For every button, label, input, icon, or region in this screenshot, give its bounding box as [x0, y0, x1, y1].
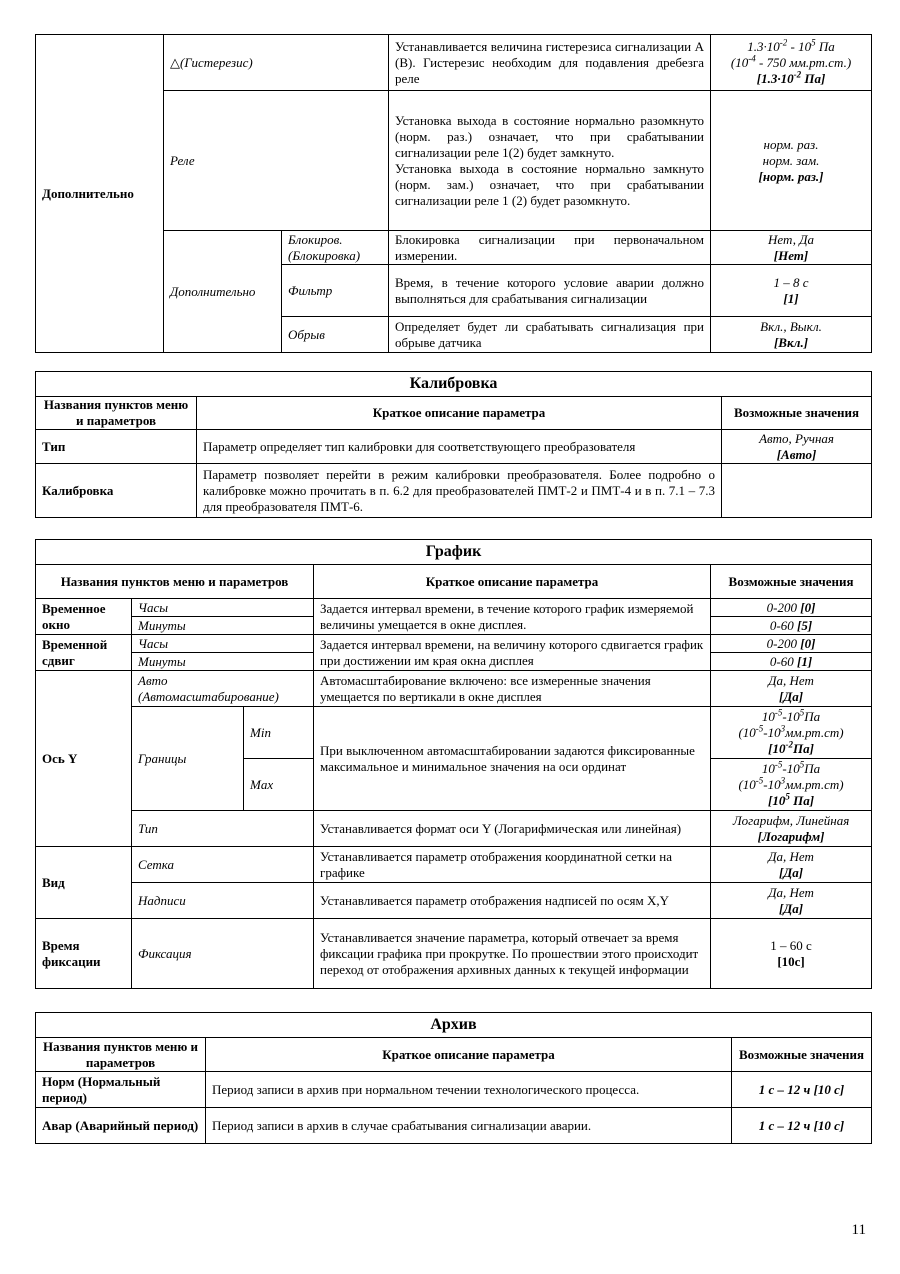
calib-type-label: Тип — [36, 430, 197, 464]
col-header-values: Возможные значения — [732, 1038, 872, 1072]
axis-y-label: Ось Y — [36, 671, 132, 847]
grid-desc: Устанавливается параметр отображения координатной сетки на графике — [314, 847, 711, 883]
block-desc: Блокировка сигнализации при первоначальном измерении. — [389, 231, 711, 265]
norm-period-values: 1 с – 12 ч [10 с] — [732, 1072, 872, 1108]
hysteresis-desc: Устанавливается величина гистерезиса сигнализации А (В). Гистерезис необходим для подавления дребезга реле — [389, 35, 711, 91]
block-values: Нет, Да [Нет] — [711, 231, 872, 265]
section-label: Дополнительно — [36, 35, 164, 353]
fix-desc: Устанавливается значение параметра, который отвечает за время фиксации графика при прокрутке. По прошествии этого происходит переход от отображения архивных данных к текущей информации — [314, 919, 711, 989]
ts-hours: Часы — [132, 635, 314, 653]
extra-label: Дополнительно — [164, 231, 282, 353]
archive-title: Архив — [36, 1013, 872, 1038]
calib-type-values: Авто, Ручная [Авто] — [722, 430, 872, 464]
ts-minutes-val: 0-60 [1] — [711, 653, 872, 671]
break-values: Вкл., Выкл. [Вкл.] — [711, 317, 872, 353]
bounds-max: Max — [244, 759, 314, 811]
break-label: Обрыв — [282, 317, 389, 353]
archive-table — [35, 1012, 872, 1144]
alarm-period-label: Авар (Аварийный период) — [36, 1108, 206, 1144]
time-window-desc: Задается интервал времени, в течение которого график измеряемой величины умещается в окне дисплея. — [314, 599, 711, 635]
time-shift-desc: Задается интервал времени, на величину которого сдвигается график при достижении им края окна дисплея — [314, 635, 711, 671]
captions-values: Да, Нет [Да] — [711, 883, 872, 919]
break-desc: Определяет будет ли срабатывать сигнализация при обрыве датчика — [389, 317, 711, 353]
col-header-name: Названия пунктов меню и параметров — [36, 1038, 206, 1072]
col-header-desc: Краткое описание параметра — [314, 565, 711, 599]
calib-type-desc: Параметр определяет тип калибровки для соответствующего преобразователя — [197, 430, 722, 464]
graph-table — [35, 539, 872, 989]
calib-mode-values — [722, 464, 872, 518]
hysteresis-values: $1.3\cdot 10^{-2} - 10^5$ Па ($10^{-4} - 750$ мм.рт.ст.) [$1.3\cdot 10^{-2}$ Па] — [711, 35, 872, 91]
hysteresis-label: △(Гистерезис) — [164, 35, 389, 91]
norm-period-label: Норм (Нормальный период) — [36, 1072, 206, 1108]
norm-period-desc: Период записи в архив при нормальном течении технологического процесса. — [206, 1072, 732, 1108]
relay-label: Реле — [164, 91, 389, 231]
time-shift-label: Временной сдвиг — [36, 635, 132, 671]
bounds-min: Min — [244, 707, 314, 759]
alarm-period-values: 1 с – 12 ч [10 с] — [732, 1108, 872, 1144]
ts-minutes: Минуты — [132, 653, 314, 671]
col-header-desc: Краткое описание параметра — [197, 397, 722, 430]
col-header-desc: Краткое описание параметра — [206, 1038, 732, 1072]
bounds-max-values: $10^{-5}-10^5Па$ $(10^{-5}-10^3мм.рт.ст)$ [$10^5$ Па] — [711, 759, 872, 811]
relay-desc: Установка выхода в состояние нормально разомкнуто (норм. раз.) означает, что при срабатывании сигнализации реле 1(2) будет замкнуто. Установка выхода в состояние нормально замкнуто (норм. зам.) означает, что при срабатывании сигнализации реле 1 (2) будет разомкнуто. — [389, 91, 711, 231]
tw-minutes: Минуты — [132, 617, 314, 635]
relay-values: норм. раз. норм. зам. [норм. раз.] — [711, 91, 872, 231]
col-header-name: Названия пунктов меню и параметров — [36, 565, 314, 599]
bounds-desc: При выключенном автомасштабировании задаются фиксированные максимальное и минимальное значения на оси ординат — [314, 707, 711, 811]
fix-label: Фиксация — [132, 919, 314, 989]
axis-type-label: Тип — [132, 811, 314, 847]
captions-desc: Устанавливается параметр отображения надписей по осям X,Y — [314, 883, 711, 919]
fix-values: 1 – 60 с [10с] — [711, 919, 872, 989]
calibration-table — [35, 371, 872, 518]
time-window-label: Временное окно — [36, 599, 132, 635]
autoscale-desc: Автомасштабирование включено: все измеренные значения умещается по вертикали в окне дисплея — [314, 671, 711, 707]
col-header-values: Возможные значения — [711, 565, 872, 599]
axis-type-values: Логарифм, Линейная [Логарифм] — [711, 811, 872, 847]
fix-time-label: Время фиксации — [36, 919, 132, 989]
grid-label: Сетка — [132, 847, 314, 883]
filter-desc: Время, в течение которого условие аварии должно выполняться для срабатывания сигнализации — [389, 265, 711, 317]
tw-hours-val: 0-200 [0] — [711, 599, 872, 617]
col-header-values: Возможные значения — [722, 397, 872, 430]
view-label: Вид — [36, 847, 132, 919]
alarm-additional-table — [35, 34, 872, 353]
bounds-min-values: $10^{-5}-10^5Па$ $(10^{-5}-10^3мм.рт.ст)$ $[10^{-2}Па]$ — [711, 707, 872, 759]
filter-values: 1 – 8 с [1] — [711, 265, 872, 317]
bounds-label: Границы — [132, 707, 244, 811]
block-label: Блокиров. (Блокировка) — [282, 231, 389, 265]
calibration-title: Калибровка — [36, 372, 872, 397]
filter-label: Фильтр — [282, 265, 389, 317]
autoscale-label: Авто (Автомасштабирование) — [132, 671, 314, 707]
alarm-period-desc: Период записи в архив в случае срабатывания сигнализации аварии. — [206, 1108, 732, 1144]
autoscale-values: Да, Нет [Да] — [711, 671, 872, 707]
page-number: 11 — [851, 1222, 866, 1238]
calib-mode-desc: Параметр позволяет перейти в режим калибровки преобразователя. Более подробно о калибровке можно прочитать в п. 6.2 для преобразователей ПМТ-2 и ПМТ-4 и в п. 7.1 – 7.3 для преобразователя ПМТ-6. — [197, 464, 722, 518]
graph-title: График — [36, 540, 872, 565]
grid-values: Да, Нет [Да] — [711, 847, 872, 883]
captions-label: Надписи — [132, 883, 314, 919]
col-header-name: Названия пунктов меню и параметров — [36, 397, 197, 430]
tw-minutes-val: 0-60 [5] — [711, 617, 872, 635]
axis-type-desc: Устанавливается формат оси Y (Логарифмическая или линейная) — [314, 811, 711, 847]
calib-mode-label: Калибровка — [36, 464, 197, 518]
tw-hours: Часы — [132, 599, 314, 617]
ts-hours-val: 0-200 [0] — [711, 635, 872, 653]
